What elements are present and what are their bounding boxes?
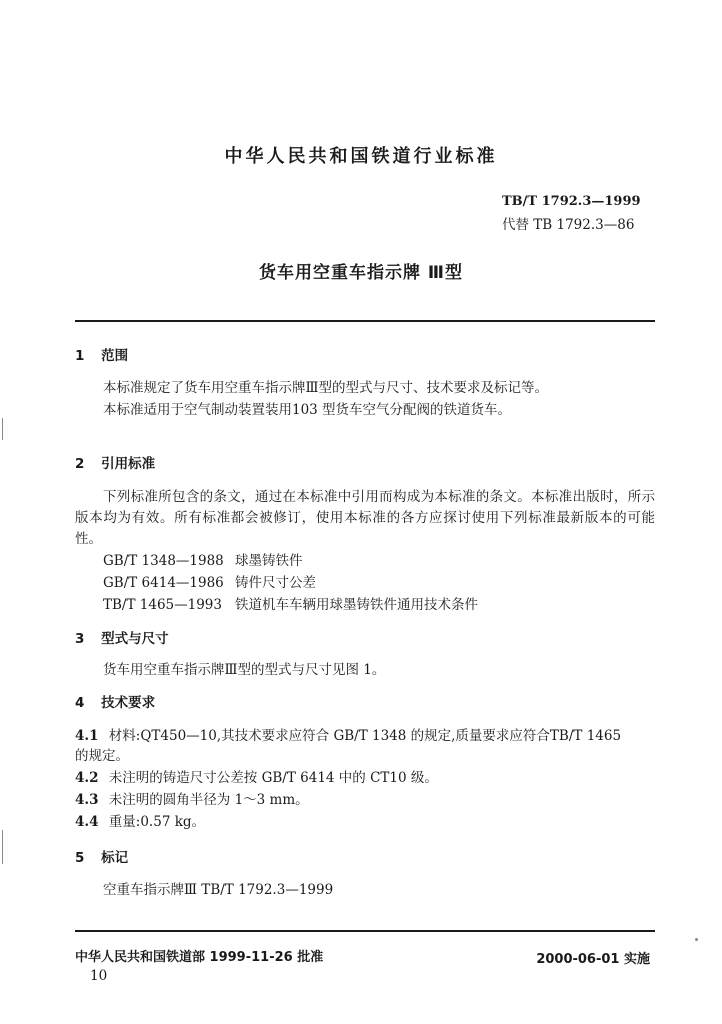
requirement-item <box>75 812 205 832</box>
section-number: 1 <box>75 348 85 364</box>
section-1-heading <box>75 344 128 364</box>
reference-item <box>103 551 303 571</box>
item-text: 未注明的铸造尺寸公差按 GB/T 6414 中的 CT10 级。 <box>108 770 438 786</box>
reference-item <box>103 595 478 615</box>
item-number: 4.3 <box>75 792 99 808</box>
section-1-paragraph-2: 本标准适用于空气制动装置装用103 型货车空气分配阀的铁道货车。 <box>103 402 512 418</box>
section-number: 2 <box>75 456 85 472</box>
section-number: 4 <box>75 695 85 711</box>
replaced-standard: 代替 TB 1792.3—86 <box>502 217 635 233</box>
section-number: 5 <box>75 850 85 866</box>
requirement-item-continuation: 的规定。 <box>75 748 129 764</box>
scan-mark <box>2 830 3 864</box>
document-title: 货车用空重车指示牌 Ⅲ型 <box>259 263 463 283</box>
reference-code: TB/T 1465—1993 <box>103 597 222 613</box>
section-4-heading <box>75 691 155 711</box>
item-text: 未注明的圆角半径为 1～3 mm。 <box>108 792 309 808</box>
section-1-paragraph-1: 本标准规定了货车用空重车指示牌Ⅲ型的型式与尺寸、技术要求及标记等。 <box>103 380 549 396</box>
header-divider <box>75 320 655 322</box>
section-title: 技术要求 <box>101 695 156 711</box>
approval-line: 中华人民共和国铁道部 1999-11-26 批准 <box>75 950 324 965</box>
reference-name: 球墨铸铁件 <box>235 553 303 569</box>
item-text: 材料:QT450—10,其技术要求应符合 GB/T 1348 的规定,质量要求应符合TB/T 1465 <box>108 728 622 744</box>
item-number: 4.4 <box>75 814 99 830</box>
section-5-heading <box>75 846 128 866</box>
implementation-date: 2000-06-01 实施 <box>536 952 650 967</box>
section-title: 标记 <box>101 850 129 866</box>
section-title: 范围 <box>101 348 129 364</box>
page-number: 10 <box>90 968 108 984</box>
section-title: 型式与尺寸 <box>101 631 169 647</box>
item-number: 4.2 <box>75 770 99 786</box>
standard-code: TB/T 1792.3—1999 <box>502 194 641 209</box>
reference-code: GB/T 1348—1988 <box>103 553 224 569</box>
section-3-heading <box>75 627 169 647</box>
requirement-item <box>75 768 438 788</box>
section-2-paragraph: 下列标准所包含的条文，通过在本标准中引用而构成为本标准的条文。本标准出版时，所示版本均为有效。所有标准都会被修订，使用本标准的各方应探讨使用下列标准最新版本的可能性。 <box>75 489 655 547</box>
section-title: 引用标准 <box>101 456 156 472</box>
standard-agency-title: 中华人民共和国铁道行业标准 <box>224 146 498 167</box>
item-number: 4.1 <box>75 728 99 744</box>
requirement-item <box>75 790 309 810</box>
scan-mark <box>695 938 698 941</box>
requirement-item <box>75 726 621 746</box>
section-2-heading <box>75 452 155 472</box>
reference-item <box>103 573 316 593</box>
reference-name: 铸件尺寸公差 <box>235 575 316 591</box>
section-number: 3 <box>75 631 85 647</box>
item-text: 重量:0.57 kg。 <box>108 814 206 830</box>
section-3-paragraph: 货车用空重车指示牌Ⅲ型的型式与尺寸见图 1。 <box>103 662 386 678</box>
reference-name: 铁道机车车辆用球墨铸铁件通用技术条件 <box>235 597 478 613</box>
scan-mark <box>2 418 3 440</box>
footer-divider <box>75 930 655 932</box>
reference-code: GB/T 6414—1986 <box>103 575 224 591</box>
section-5-paragraph: 空重车指示牌Ⅲ TB/T 1792.3—1999 <box>103 882 334 898</box>
